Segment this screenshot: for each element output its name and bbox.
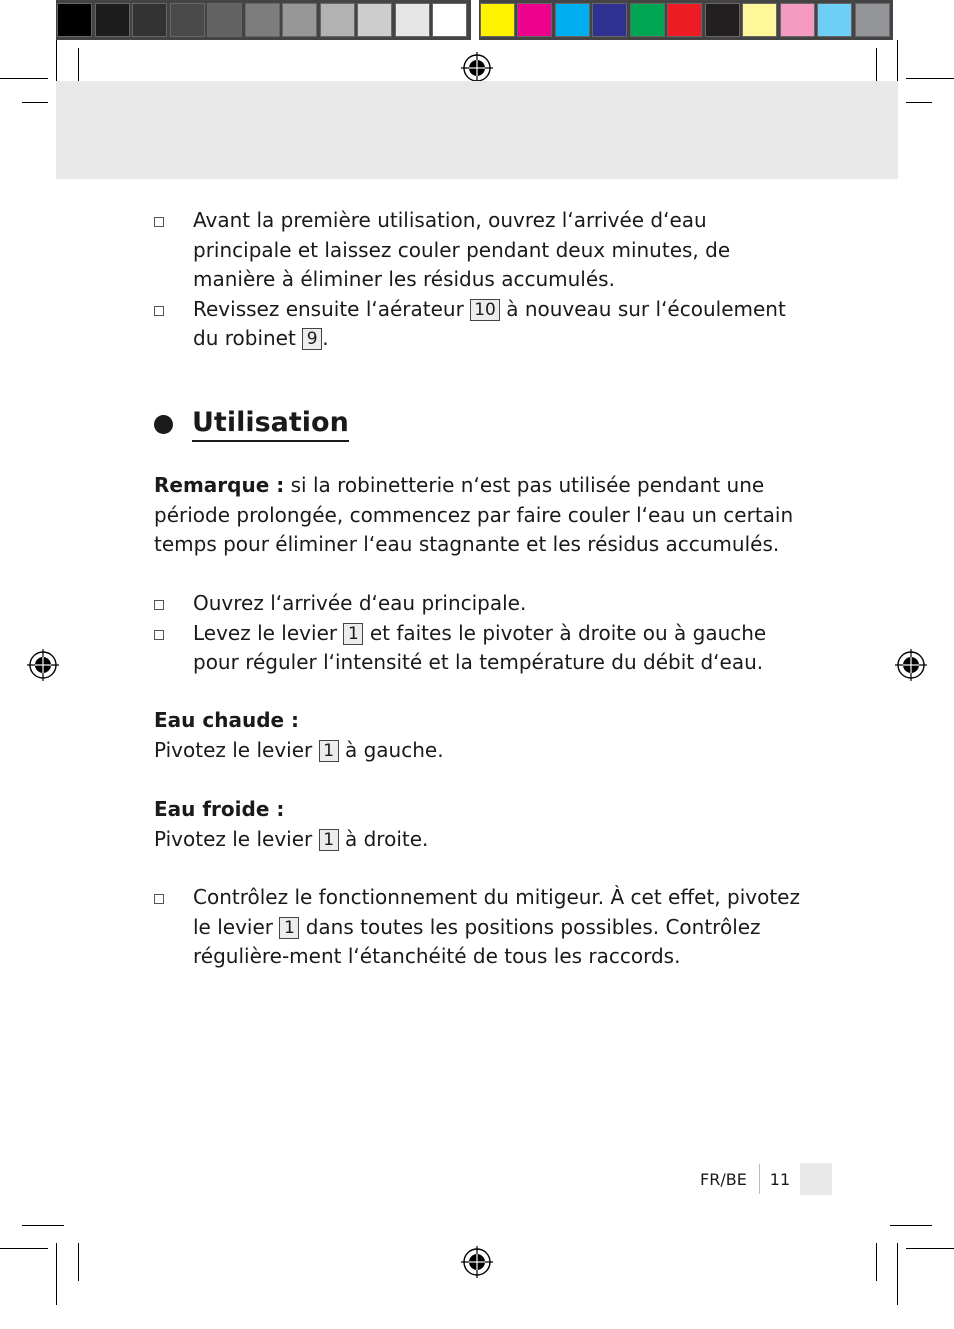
color-swatch [320, 3, 355, 37]
page-number: 11 [769, 1169, 791, 1189]
checkbox-bullet-icon [154, 894, 164, 904]
remark-label: Remarque : [154, 473, 285, 497]
list-item-text: à nouveau sur l‘écoulement du robinet [193, 296, 786, 351]
process-color-swatches [479, 0, 894, 40]
crop-mark [906, 1248, 954, 1249]
part-reference: 1 [343, 623, 363, 645]
color-swatch [57, 3, 92, 37]
color-swatch [282, 3, 317, 37]
header-band [56, 81, 898, 179]
color-swatch [170, 3, 205, 37]
color-swatch [357, 3, 392, 37]
list-item [154, 589, 804, 619]
section-title: Utilisation [192, 406, 349, 442]
page-footer [700, 1163, 832, 1195]
cold-water-text: Pivotez le levier [154, 826, 313, 851]
checkbox-bullet-icon [154, 600, 164, 610]
part-reference: 1 [319, 829, 339, 851]
hot-water-text: à gauche. [344, 737, 444, 762]
crop-mark [0, 1248, 48, 1249]
registration-mark-icon [461, 52, 493, 84]
hot-water-label: Eau chaude : [154, 708, 300, 732]
color-swatch [705, 3, 740, 37]
color-swatch [432, 3, 467, 37]
steps-list [154, 589, 804, 678]
cold-water-text: à droite. [344, 826, 429, 851]
color-swatch [395, 3, 430, 37]
list-item-text: Ouvrez l‘arrivée d‘eau principale. [193, 591, 527, 615]
checkbox-bullet-icon [154, 217, 164, 227]
part-reference: 1 [319, 740, 339, 762]
color-swatch [592, 3, 627, 37]
registration-mark-icon [895, 649, 927, 681]
color-swatch [855, 3, 890, 37]
crop-mark [876, 1243, 877, 1281]
hot-water-text: Pivotez le levier [154, 737, 313, 762]
checkbox-bullet-icon [154, 630, 164, 640]
part-reference: 10 [470, 299, 500, 321]
list-item-text: Avant la première utilisation, ouvrez l‘arrivée d‘eau principale et laissez couler pendant deux minutes, de manière à éliminer les résidus accumulés. [193, 208, 731, 292]
crop-mark [78, 1243, 79, 1281]
color-swatch [742, 3, 777, 37]
cold-water-block [154, 795, 804, 854]
part-reference: 9 [302, 328, 322, 350]
remark-text: si la robinetterie n‘est pas utilisée pendant une période prolongée, commencez par faire couler l‘eau un certain temps pour éliminer l‘eau stagnante et les résidus accumulés. [154, 473, 794, 557]
color-swatch [517, 3, 552, 37]
color-swatch [555, 3, 590, 37]
crop-mark [22, 1225, 64, 1226]
part-reference: 1 [279, 917, 299, 939]
crop-mark [890, 1225, 932, 1226]
list-item-text: Contrôlez le fonctionnement du mitigeur. À cet effet, pivotez le levier [193, 885, 800, 939]
crop-mark [906, 102, 932, 103]
crop-mark [897, 1243, 898, 1305]
hot-water-block [154, 706, 804, 765]
color-swatch [480, 3, 515, 37]
remark-paragraph [154, 471, 804, 560]
list-item [154, 883, 804, 972]
list-item-text: dans toutes les positions possibles. Contrôlez régulière-ment l‘étanchéité de tous les raccords. [193, 914, 761, 969]
bullet-dot-icon [154, 415, 173, 434]
color-swatch [95, 3, 130, 37]
crop-mark [0, 78, 48, 79]
color-swatch [630, 3, 665, 37]
crop-mark [56, 1243, 57, 1305]
registration-mark-icon [27, 649, 59, 681]
check-list [154, 883, 804, 972]
color-swatch [780, 3, 815, 37]
list-item-text: . [322, 326, 329, 351]
color-swatch [817, 3, 852, 37]
crop-mark [22, 102, 48, 103]
list-item [154, 295, 804, 354]
footer-divider [759, 1164, 760, 1194]
grayscale-swatches [56, 0, 471, 40]
page-tab [800, 1163, 832, 1195]
section-heading [154, 406, 349, 442]
registration-mark-icon [461, 1246, 493, 1278]
crop-mark [906, 78, 954, 79]
list-item-text: Revissez ensuite l‘aérateur [193, 296, 464, 321]
color-swatch [207, 3, 242, 37]
color-calibration-bar [56, 0, 893, 40]
list-item [154, 619, 804, 678]
color-swatch [132, 3, 167, 37]
list-item-text: et faites le pivoter à droite ou à gauche pour réguler l‘intensité et la température du débit d‘eau. [193, 620, 767, 675]
color-swatch [667, 3, 702, 37]
color-swatch [245, 3, 280, 37]
list-item [154, 206, 804, 295]
checkbox-bullet-icon [154, 306, 164, 316]
language-code: FR/BE [700, 1169, 747, 1189]
cold-water-label: Eau froide : [154, 797, 285, 821]
list-item-text: Levez le levier [193, 620, 338, 645]
intro-list [154, 206, 804, 354]
